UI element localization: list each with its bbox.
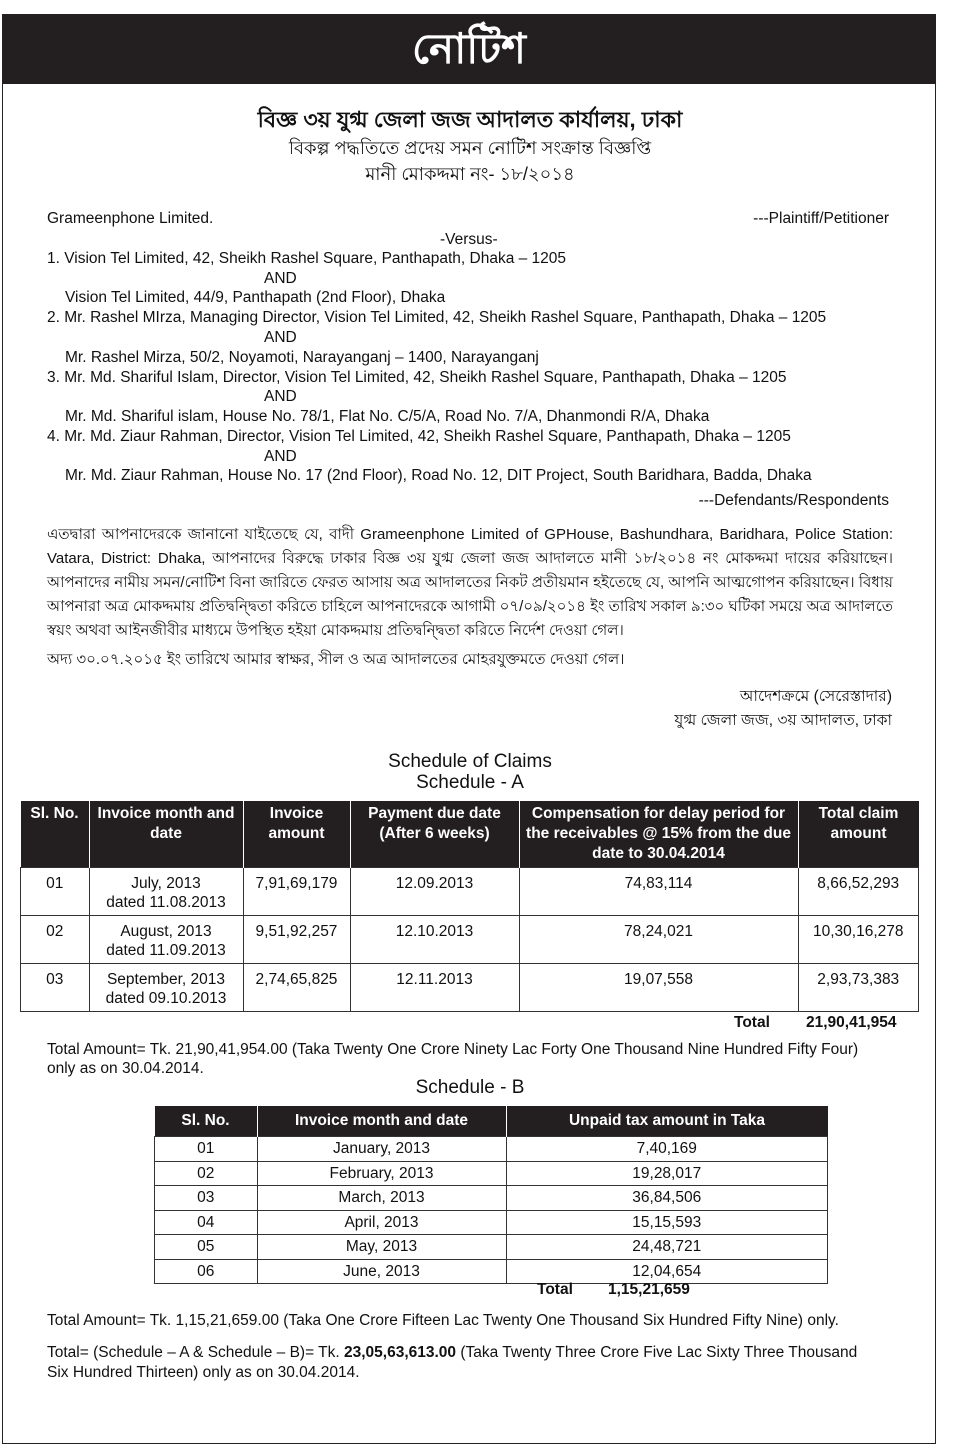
schedule-b-total-value: 1,15,21,659 [608,1281,690,1298]
plaintiff-name: Grameenphone Limited. [47,210,214,227]
month-text: August, 2013 [120,923,212,940]
notice-date-line: অদ্য ৩০.০৭.২০১৫ ইং তারিখে আমার স্বাক্ষর, সীল ও অত্র আদালতের মোহরযুক্তমতে দেওয়া গেল। [47,651,625,668]
schedule-a-table [20,801,919,1012]
defendant-role: ---Defendants/Respondents [698,492,889,509]
grand-total-suffix: (Taka Twenty Three Crore Five Lac Sixty Three Thousand [456,1344,858,1361]
column-header: Invoice month and date [257,1106,506,1137]
notice-subject: বিকল্প পদ্ধতিতে প্রদেয় সমন নোটিশ সংক্রান্ত বিজ্ঞপ্তি [288,138,652,158]
sl-cell: 03 [21,964,90,1012]
defendant-line: 3. Mr. Md. Shariful Islam, Director, Vision Tel Limited, 42, Sheikh Rashel Square, Panthapath, Dhaka – 1205 [47,369,787,386]
invoice-month-cell [89,964,243,1012]
schedule-of-claims-title: Schedule of Claims [388,751,552,772]
table-row [21,964,919,1012]
invoice-month-cell: April, 2013 [257,1210,506,1235]
compensation-cell: 19,07,558 [519,964,798,1012]
unpaid-tax-cell: 12,04,654 [506,1259,828,1284]
column-header: Sl. No. [155,1106,258,1137]
amount-cell: 2,74,65,825 [243,964,350,1012]
defendant-line: Mr. Md. Ziaur Rahman, House No. 17 (2nd Floor), Road No. 12, DIT Project, South Baridhara, Badda, Dhaka [65,467,812,484]
unpaid-tax-cell: 15,15,593 [506,1210,828,1235]
table-row [155,1235,828,1260]
sl-cell: 06 [155,1259,258,1284]
and-label: AND [264,329,297,346]
schedule-a-amount-text: Total Amount= Tk. 21,90,41,954.00 (Taka Twenty One Crore Ninety Lac Forty One Thousand Nine Hundred Fifty Four) [47,1041,859,1058]
table-row [155,1259,828,1284]
invoice-month-cell: May, 2013 [257,1235,506,1260]
table-row [21,916,919,964]
versus-label: -Versus- [440,231,498,248]
sl-cell: 04 [155,1210,258,1235]
grand-total-line [47,1344,857,1362]
column-header: Unpaid tax amount in Taka [506,1106,828,1137]
and-label: AND [264,270,297,287]
schedule-a-amount-text-2: only as on 30.04.2014. [47,1060,204,1077]
schedule-a-total-label: Total [734,1014,770,1031]
unpaid-tax-cell: 19,28,017 [506,1161,828,1186]
schedule-a-total-value: 21,90,41,954 [806,1014,897,1031]
due-date-cell: 12.11.2013 [350,964,519,1012]
schedule-a-title: Schedule - A [416,772,524,793]
notice-banner: নোটিশ [2,14,936,84]
signature-line-1: আদেশক্রমে (সেরেস্তাদার) [739,688,892,705]
dated-text: dated 09.10.2013 [105,990,227,1007]
sl-cell: 02 [21,916,90,964]
sl-cell: 03 [155,1186,258,1211]
column-header: Total claim amount [798,801,919,868]
month-text: September, 2013 [106,971,226,988]
table-row [155,1161,828,1186]
total-claim-cell: 10,30,16,278 [798,916,919,964]
signature-line-2: যুগ্ম জেলা জজ, ৩য় আদালত, ঢাকা [674,712,892,729]
schedule-b-table [154,1106,828,1284]
grand-total-prefix: Total= (Schedule – A & Schedule – B)= Tk. [47,1344,344,1361]
defendant-line: Mr. Md. Shariful islam, House No. 78/1, Flat No. C/5/A, Road No. 7/A, Dhanmondi R/A, Dhaka [65,408,710,425]
column-header: Compensation for delay period for the receivables @ 15% from the due date to 30.04.2014 [519,801,798,868]
table-row [155,1210,828,1235]
schedule-b-amount-text: Total Amount= Tk. 1,15,21,659.00 (Taka One Crore Fifteen Lac Twenty One Thousand Six Hundred Fifty Nine) only. [47,1312,839,1329]
table-row [155,1137,828,1162]
notice-body: এতদ্বারা আপনাদেরকে জানানো যাইতেছে যে, বাদী Grameenphone Limited of GPHouse, Bashundhara, Baridhara, Police Station: Vatara, District: Dhaka, আপনাদের বিরুদ্ধে ঢাকার বিজ্ঞ ৩য় যুগ্ম জেলা জজ আদালতে মানী ১৮/২০১৪ নং মোকদ্দমা দায়ের করিয়াছেন। আপনাদের নামীয় সমন/নোটিশ বিনা জারিতে ফেরত আসায় অত্র আদালতের নিকট প্রতীয়মান হইতেছে যে, আপনি আত্মগোপন করিয়াছেন। বিধায় আপনারা অত্র মোকদ্দমায় প্রতিদ্বন্দ্বিতা করিতে চাহিলে আপনাদেরকে আগামী ০৭/০৯/২০১৪ ইং তারিখ সকাল ৯:৩০ ঘটিকা সময়ে অত্র আদালতে স্বয়ং অথবা আইনজীবীর মাধ্যমে উপস্থিত হইয়া মোকদ্দমায় প্রতিদ্বন্দ্বিতা করিতে নির্দেশ দেওয়া গেল। [47,526,893,639]
schedule-b-title: Schedule - B [415,1077,525,1098]
invoice-month-cell: March, 2013 [257,1186,506,1211]
amount-cell: 7,91,69,179 [243,868,350,916]
unpaid-tax-cell: 24,48,721 [506,1235,828,1260]
and-label: AND [264,388,297,405]
invoice-month-cell [89,868,243,916]
defendant-line: 4. Mr. Md. Ziaur Rahman, Director, Vision Tel Limited, 42, Sheikh Rashel Square, Panthapath, Dhaka – 1205 [47,428,791,445]
schedule-b-header-row [155,1106,828,1137]
compensation-cell: 74,83,114 [519,868,798,916]
table-row [21,868,919,916]
case-number: মানী মোকদ্দমা নং- ১৮/২০১৪ [365,164,575,184]
defendant-line: Vision Tel Limited, 44/9, Panthapath (2nd Floor), Dhaka [65,289,446,306]
table-row [155,1186,828,1211]
dated-text: dated 11.08.2013 [106,894,226,911]
compensation-cell: 78,24,021 [519,916,798,964]
column-header: Invoice month and date [89,801,243,868]
defendant-line: Mr. Rashel Mirza, 50/2, Noyamoti, Narayanganj – 1400, Narayanganj [65,349,539,366]
column-header: Sl. No. [21,801,90,868]
unpaid-tax-cell: 36,84,506 [506,1186,828,1211]
invoice-month-cell: June, 2013 [257,1259,506,1284]
unpaid-tax-cell: 7,40,169 [506,1137,828,1162]
plaintiff-role: ---Plaintiff/Petitioner [753,210,889,227]
sl-cell: 05 [155,1235,258,1260]
defendant-line: 2. Mr. Rashel MIrza, Managing Director, Vision Tel Limited, 42, Sheikh Rashel Square, Panthapath, Dhaka – 1205 [47,309,827,326]
total-claim-cell: 2,93,73,383 [798,964,919,1012]
month-text: July, 2013 [131,875,201,892]
sl-cell: 01 [21,868,90,916]
total-claim-cell: 8,66,52,293 [798,868,919,916]
court-office-title: বিজ্ঞ ৩য় যুগ্ম জেলা জজ আদালত কার্যালয়, ঢাকা [257,107,683,132]
invoice-month-cell: February, 2013 [257,1161,506,1186]
schedule-a-header-row [21,801,919,868]
invoice-month-cell: January, 2013 [257,1137,506,1162]
dated-text: dated 11.09.2013 [106,942,226,959]
grand-total-line-2: Six Hundred Thirteen) only as on 30.04.2014. [47,1364,360,1381]
defendant-line: 1. Vision Tel Limited, 42, Sheikh Rashel Square, Panthapath, Dhaka – 1205 [47,250,567,267]
sl-cell: 02 [155,1161,258,1186]
sl-cell: 01 [155,1137,258,1162]
column-header: Invoice amount [243,801,350,868]
column-header: Payment due date (After 6 weeks) [350,801,519,868]
and-label: AND [264,448,297,465]
invoice-month-cell [89,916,243,964]
due-date-cell: 12.09.2013 [350,868,519,916]
schedule-b-total-label: Total [537,1281,573,1298]
due-date-cell: 12.10.2013 [350,916,519,964]
grand-total-value: 23,05,63,613.00 [343,1344,457,1361]
amount-cell: 9,51,92,257 [243,916,350,964]
